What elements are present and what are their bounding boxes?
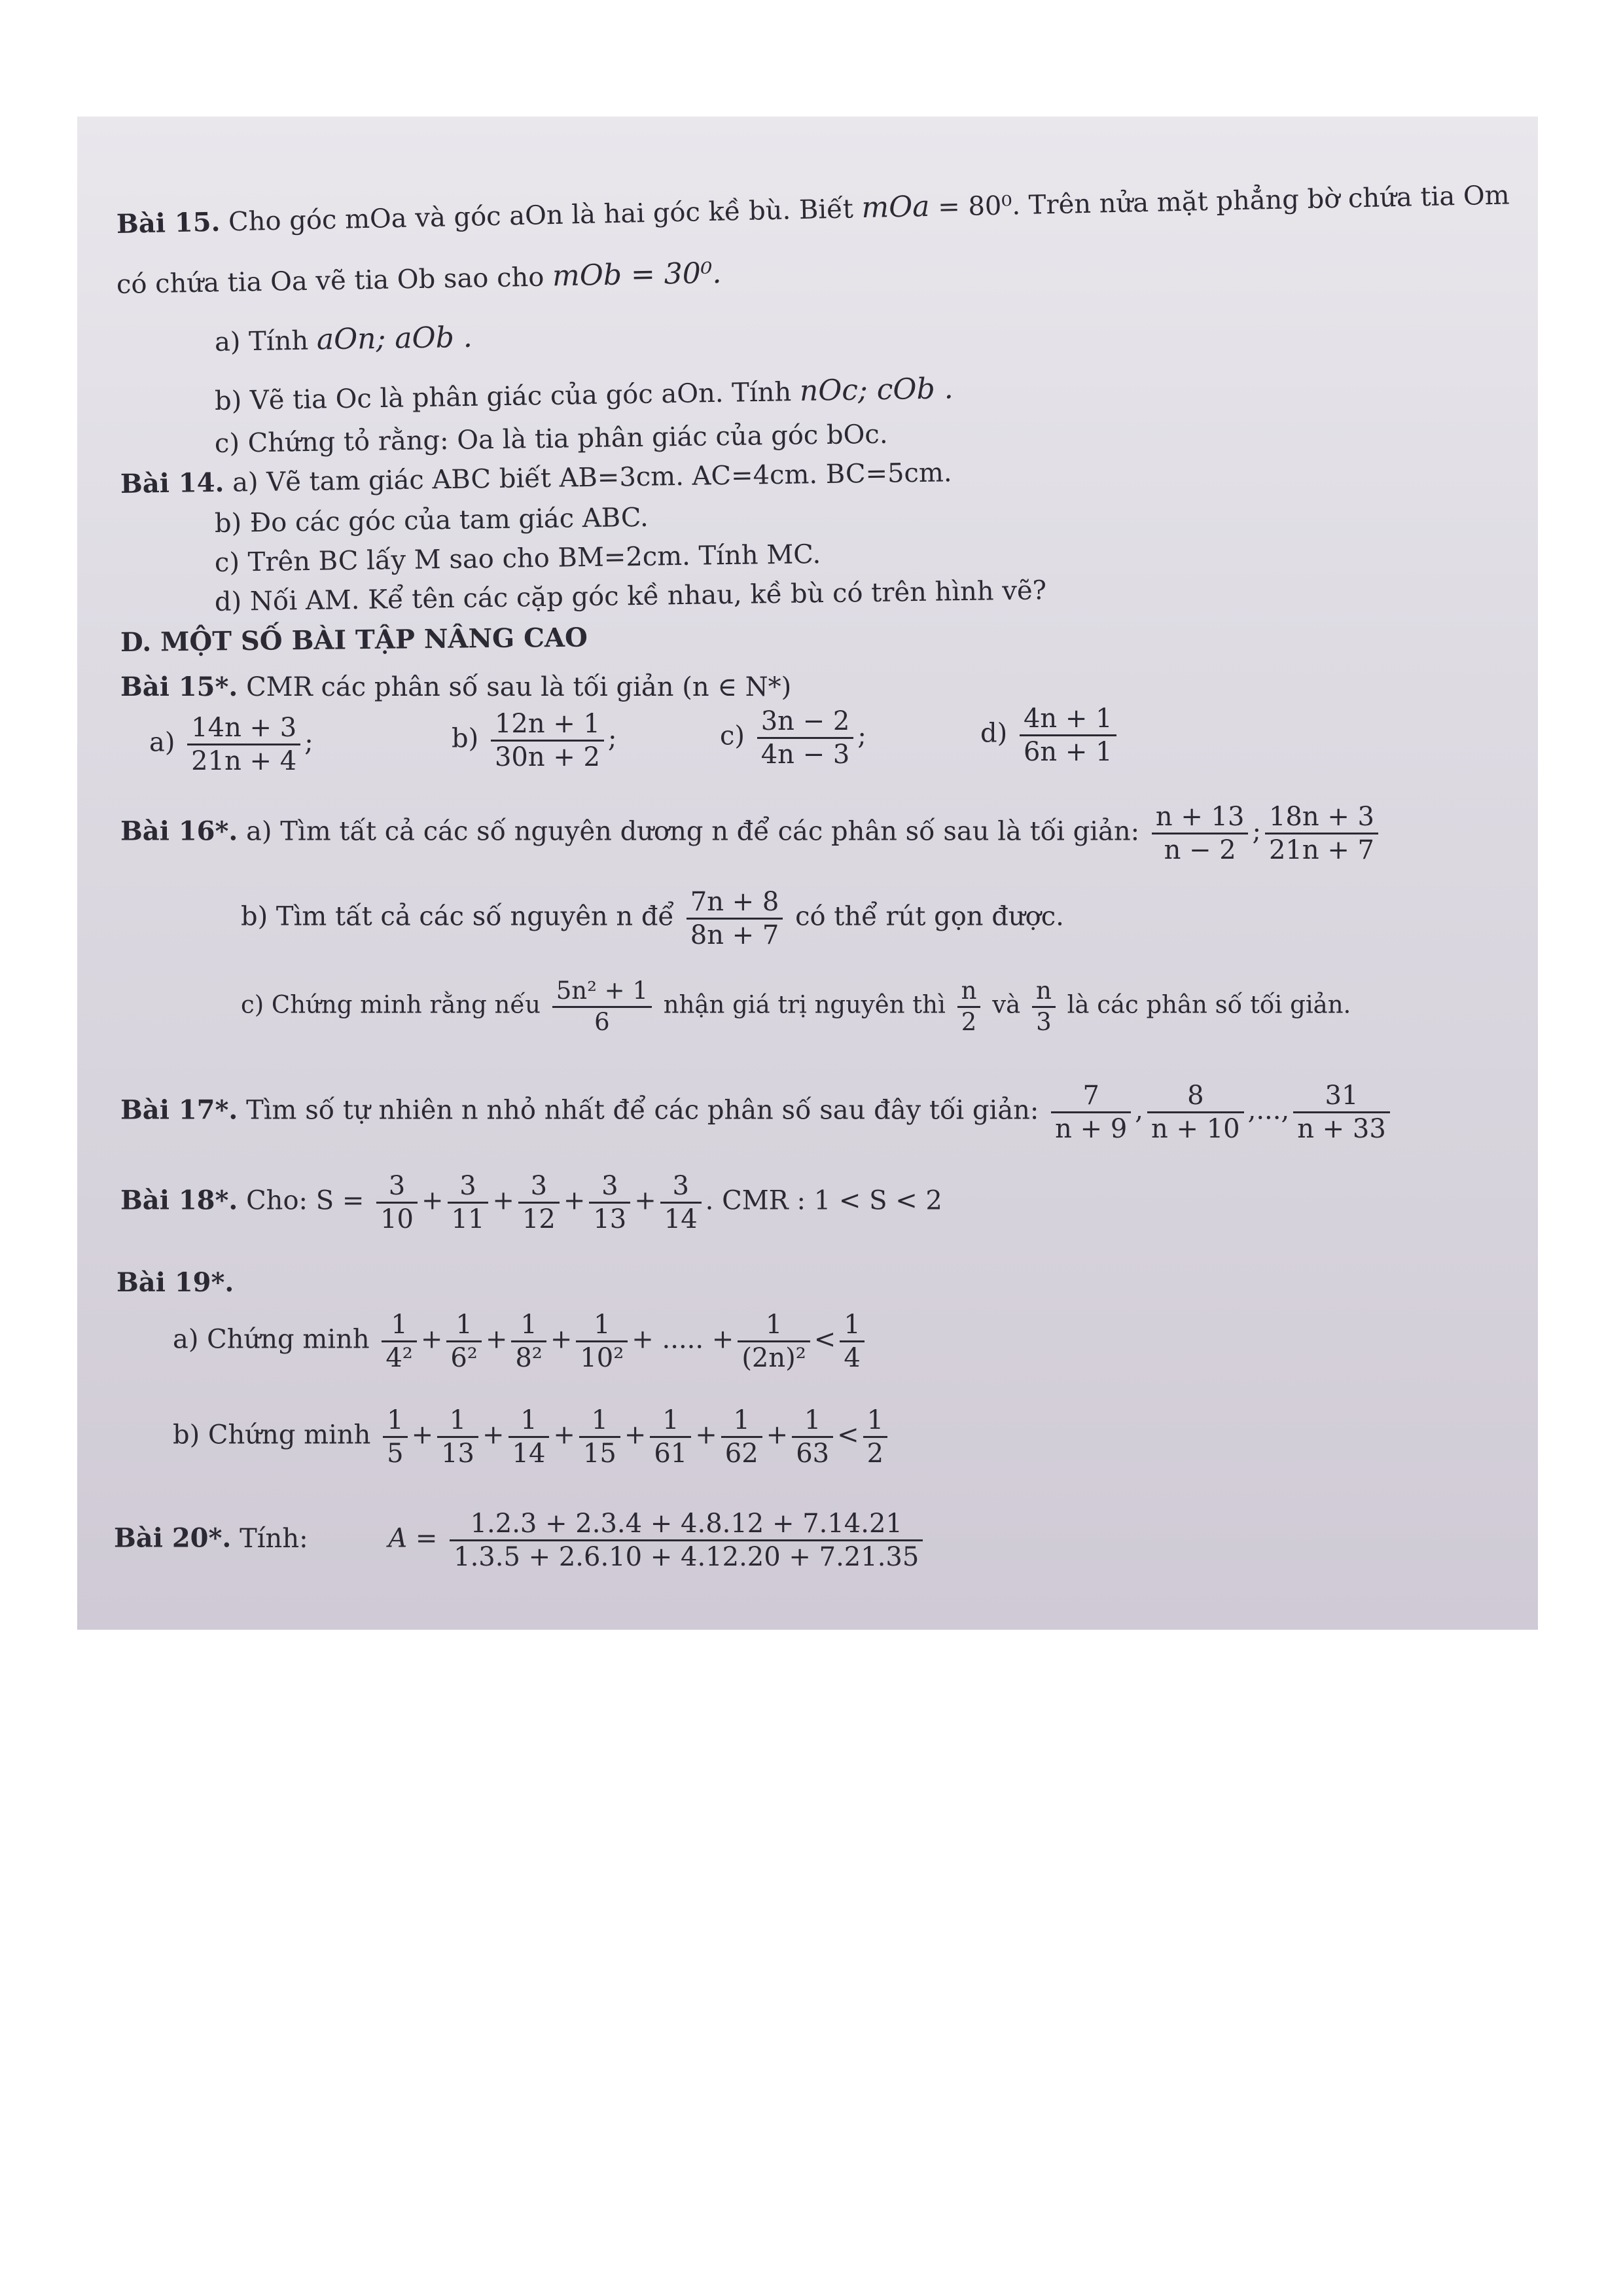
fraction bbox=[511, 1309, 546, 1374]
b19-label: Bài 19*. bbox=[116, 1267, 234, 1298]
b15-part-b bbox=[215, 373, 954, 416]
fraction bbox=[1020, 703, 1116, 768]
denominator: 10 bbox=[380, 1204, 414, 1234]
numerator: 7 bbox=[1051, 1080, 1131, 1113]
b16-b-text: b) Tìm tất cả các số nguyên n để bbox=[241, 901, 675, 932]
b14-d-text: d) Nối AM. Kể tên các cặp góc kề nhau, kề bù có trên hình vẽ? bbox=[214, 575, 1047, 617]
b15s-d-label: d) bbox=[980, 718, 1008, 749]
fraction bbox=[721, 1405, 762, 1469]
denominator: n − 2 bbox=[1164, 835, 1236, 865]
numerator: 3 bbox=[518, 1170, 560, 1204]
fraction bbox=[491, 708, 604, 773]
denominator: 14 bbox=[664, 1204, 698, 1234]
denominator: 10² bbox=[580, 1343, 624, 1373]
separator: ; bbox=[857, 721, 866, 751]
fraction bbox=[552, 977, 652, 1037]
b15-part-c bbox=[215, 420, 888, 458]
b19-b-text: b) Chứng minh bbox=[173, 1420, 371, 1450]
numerator: 1 bbox=[721, 1405, 762, 1438]
denominator: n + 9 bbox=[1055, 1114, 1128, 1144]
numerator: 3 bbox=[376, 1170, 418, 1204]
denominator: 21n + 4 bbox=[191, 746, 297, 776]
numerator: 31 bbox=[1293, 1080, 1390, 1113]
numerator: 3n − 2 bbox=[757, 706, 854, 739]
numerator: 3 bbox=[448, 1170, 489, 1204]
fraction bbox=[376, 1170, 418, 1235]
numerator: 8 bbox=[1147, 1080, 1244, 1113]
numerator: 18n + 3 bbox=[1265, 801, 1378, 834]
b19-a-text: a) Chứng minh bbox=[173, 1324, 370, 1355]
numerator: 1 bbox=[650, 1405, 691, 1438]
denominator: 6² bbox=[450, 1343, 478, 1373]
denominator: 14 bbox=[512, 1439, 546, 1469]
denominator: 6 bbox=[594, 1007, 610, 1036]
b16-c-and: và bbox=[992, 990, 1021, 1019]
denominator: 8² bbox=[515, 1343, 543, 1373]
numerator: n + 13 bbox=[1152, 801, 1249, 834]
fraction bbox=[660, 1170, 702, 1235]
fraction bbox=[446, 1309, 481, 1374]
b15-text2: Trên nửa mặt phẳng bờ chứa tia Om bbox=[1028, 180, 1510, 221]
b16-b-end: có thể rút gọn được. bbox=[795, 901, 1064, 932]
denominator: 13 bbox=[441, 1439, 474, 1469]
numerator: 1 bbox=[437, 1405, 478, 1438]
fraction bbox=[1265, 801, 1378, 866]
b17-label: Bài 17*. bbox=[120, 1094, 238, 1126]
numerator: 1 bbox=[863, 1405, 887, 1438]
b16-c-text: c) Chứng minh rằng nếu bbox=[241, 990, 541, 1019]
denominator: 1.3.5 + 2.6.10 + 4.12.20 + 7.21.35 bbox=[454, 1542, 919, 1572]
b14-c-text: c) Trên BC lấy M sao cho BM=2cm. Tính MC. bbox=[214, 539, 821, 578]
b14-part-c bbox=[215, 540, 821, 577]
separator: ; bbox=[608, 723, 617, 754]
fraction bbox=[448, 1170, 489, 1235]
fraction bbox=[382, 1309, 416, 1374]
fraction bbox=[650, 1405, 691, 1469]
b17-text: Tìm số tự nhiên n nhỏ nhất để các phân số sau đây tối giản: bbox=[246, 1095, 1039, 1126]
b14-label: Bài 14. bbox=[120, 467, 224, 499]
b19-part-b: b) Chứng minh $\frac{1}{5}$ + $\frac{1}{13}$ + $\frac{1}{14}$ + $\frac{1}{15}$ + $\frac{1}{61}$ + $\frac{1}{62}$ + $\frac{1}{63}$ < $\frac{1}{2}$ bbox=[173, 1405, 891, 1469]
fraction bbox=[1152, 801, 1249, 866]
denominator: 6n + 1 bbox=[1023, 737, 1113, 767]
denominator: 15 bbox=[582, 1439, 616, 1469]
b15s-item-d bbox=[980, 703, 1120, 768]
b14-line-a bbox=[120, 458, 952, 499]
fraction bbox=[840, 1309, 864, 1374]
numerator: 1 bbox=[382, 1309, 416, 1342]
fraction bbox=[579, 1405, 620, 1469]
b15-a-angles: aOn; aOb . bbox=[316, 320, 473, 357]
b20-label: Bài 20*. bbox=[114, 1522, 232, 1554]
fraction bbox=[863, 1405, 887, 1469]
b15s-item-b bbox=[452, 708, 616, 773]
numerator: 5n² + 1 bbox=[552, 977, 652, 1008]
b15-label: Bài 15. bbox=[116, 206, 221, 240]
numerator: n bbox=[1032, 977, 1056, 1008]
denominator: 61 bbox=[654, 1439, 688, 1469]
denominator: 13 bbox=[593, 1204, 627, 1234]
b15s-c-label: c) bbox=[720, 721, 745, 751]
b17-line: Bài 17*. Tìm số tự nhiên n nhỏ nhất để các phân số sau đây tối giản: $\frac{7}{n + 9}$ , $\frac{8}{n + 10}$ ,..., $\frac{31}{n + 33}$ bbox=[120, 1080, 1394, 1145]
denominator: 2 bbox=[961, 1007, 977, 1036]
b15-text1: Cho góc mOa và góc aOn là hai góc kề bù. Biết bbox=[228, 194, 854, 238]
denominator: 62 bbox=[724, 1439, 758, 1469]
b15-b-angles: nOc; cOb . bbox=[799, 372, 954, 408]
b15-b-text: b) Vẽ tia Oc là phân giác của góc aOn. Tính bbox=[214, 377, 792, 416]
denominator: 11 bbox=[451, 1204, 485, 1234]
b18-line: Bài 18*. Cho: S = $\frac{3}{10}$ + $\frac{3}{11}$ + $\frac{3}{12}$ + $\frac{3}{13}$ + $\frac{3}{14}$ . CMR : 1 < S < 2 bbox=[120, 1171, 942, 1234]
denominator: 12 bbox=[522, 1204, 556, 1234]
b15s-item-a bbox=[149, 712, 313, 777]
numerator: 4n + 1 bbox=[1020, 703, 1116, 736]
numerator: 1.2.3 + 2.3.4 + 4.8.12 + 7.14.21 bbox=[450, 1508, 923, 1541]
fraction bbox=[450, 1508, 923, 1573]
b15s-b-label: b) bbox=[452, 723, 479, 754]
b14-b-text: b) Đo các góc của tam giác ABC. bbox=[214, 502, 649, 539]
denominator: 63 bbox=[796, 1439, 830, 1469]
fraction bbox=[1147, 1080, 1244, 1145]
b19-part-a: a) Chứng minh $\frac{1}{\text{4²}}$ + $\frac{1}{\text{6²}}$ + $\frac{1}{\text{8²}}$ + $\frac{1}{\text{10²}}$ + ..... + $\frac{1}{\text{(2n)²}}$ < $\frac{1}{4}$ bbox=[173, 1309, 868, 1374]
b20-lhs: A = bbox=[388, 1523, 438, 1554]
separator: ; bbox=[304, 727, 313, 758]
numerator: 1 bbox=[579, 1405, 620, 1438]
fraction bbox=[957, 977, 981, 1037]
b15-c-text: c) Chứng tỏ rằng: Oa là tia phân giác của góc bOc. bbox=[214, 419, 888, 459]
denominator: 21n + 7 bbox=[1268, 835, 1374, 865]
b15s-item-c bbox=[720, 706, 866, 770]
b16-part-a bbox=[120, 801, 1382, 866]
b15-angle-moa-value: = 80⁰. bbox=[937, 190, 1021, 223]
numerator: 1 bbox=[792, 1405, 833, 1438]
b15-line2-text: có chứa tia Oa vẽ tia Ob sao cho bbox=[116, 262, 544, 300]
denominator: 30n + 2 bbox=[494, 742, 600, 772]
numerator: 14n + 3 bbox=[187, 712, 300, 745]
denominator: 4n − 3 bbox=[760, 740, 850, 770]
denominator: 4 bbox=[844, 1343, 861, 1373]
b15-line2 bbox=[116, 258, 722, 300]
numerator: n bbox=[957, 977, 981, 1008]
fraction bbox=[437, 1405, 478, 1469]
denominator: 2 bbox=[866, 1439, 884, 1469]
b20-text: Tính: bbox=[240, 1523, 308, 1554]
fraction bbox=[518, 1170, 560, 1235]
numerator: 12n + 1 bbox=[491, 708, 604, 742]
denominator: n + 33 bbox=[1297, 1114, 1386, 1144]
fraction bbox=[508, 1405, 550, 1469]
b15s-intro bbox=[120, 673, 791, 702]
fraction bbox=[576, 1309, 628, 1374]
denominator: 3 bbox=[1036, 1007, 1052, 1036]
b15s-a-label: a) bbox=[149, 727, 175, 758]
fraction bbox=[1032, 977, 1056, 1037]
section-d-heading: D. MỘT SỐ BÀI TẬP NÂNG CAO bbox=[120, 622, 588, 658]
numerator: 1 bbox=[840, 1309, 864, 1342]
numerator: 1 bbox=[446, 1309, 481, 1342]
numerator: 7n + 8 bbox=[687, 886, 783, 920]
b16-part-b bbox=[241, 886, 1064, 951]
fraction bbox=[1051, 1080, 1131, 1145]
fraction bbox=[687, 886, 783, 951]
numerator: 1 bbox=[738, 1309, 810, 1342]
b18-end: . CMR : 1 < S < 2 bbox=[705, 1185, 942, 1216]
b18-text: Cho: S = bbox=[246, 1185, 365, 1216]
b14-part-b bbox=[215, 503, 649, 538]
photographed-page bbox=[77, 117, 1538, 1630]
b15s-text: CMR các phân số sau là tối giản (n ∈ N*) bbox=[246, 672, 792, 702]
b17-dots: ,..., bbox=[1247, 1095, 1290, 1126]
b15-angle-mob: mOb = 30⁰. bbox=[552, 256, 722, 293]
b15-a-text: a) Tính bbox=[214, 325, 309, 357]
b15-angle-moa: mOa bbox=[861, 189, 930, 225]
numerator: 1 bbox=[508, 1405, 550, 1438]
numerator: 3 bbox=[589, 1170, 630, 1204]
b16-part-c bbox=[241, 977, 1351, 1037]
denominator: 8n + 7 bbox=[690, 920, 779, 950]
separator: ; bbox=[1252, 816, 1261, 847]
denominator: 4² bbox=[385, 1343, 413, 1373]
denominator: (2n)² bbox=[741, 1343, 806, 1373]
b16-label: Bài 16*. bbox=[120, 816, 238, 847]
numerator: 3 bbox=[660, 1170, 702, 1204]
denominator: n + 10 bbox=[1151, 1114, 1240, 1144]
b14-part-d bbox=[215, 576, 1047, 617]
numerator: 1 bbox=[383, 1405, 407, 1438]
b14-a-text: a) Vẽ tam giác ABC biết AB=3cm. AC=4cm. BC=5cm. bbox=[232, 457, 952, 498]
b20-line bbox=[114, 1508, 927, 1573]
fraction bbox=[792, 1405, 833, 1469]
numerator: 1 bbox=[576, 1309, 628, 1342]
b15s-label: Bài 15*. bbox=[120, 672, 238, 702]
fraction bbox=[1293, 1080, 1390, 1145]
b16-c-mid: nhận giá trị nguyên thì bbox=[663, 990, 946, 1019]
fraction bbox=[757, 706, 854, 770]
fraction bbox=[383, 1405, 407, 1469]
numerator: 1 bbox=[511, 1309, 546, 1342]
b16-c-end: là các phân số tối giản. bbox=[1067, 990, 1351, 1019]
b18-label: Bài 18*. bbox=[120, 1185, 238, 1216]
b15-line1 bbox=[116, 179, 1510, 240]
b15-part-a bbox=[215, 322, 473, 358]
fraction bbox=[187, 712, 300, 777]
fraction bbox=[589, 1170, 630, 1235]
b19-a-dots: + ..... + bbox=[632, 1324, 734, 1355]
fraction bbox=[738, 1309, 810, 1374]
denominator: 5 bbox=[387, 1439, 404, 1469]
b16-a-text: a) Tìm tất cả các số nguyên dương n để các phân số sau là tối giản: bbox=[246, 816, 1140, 847]
